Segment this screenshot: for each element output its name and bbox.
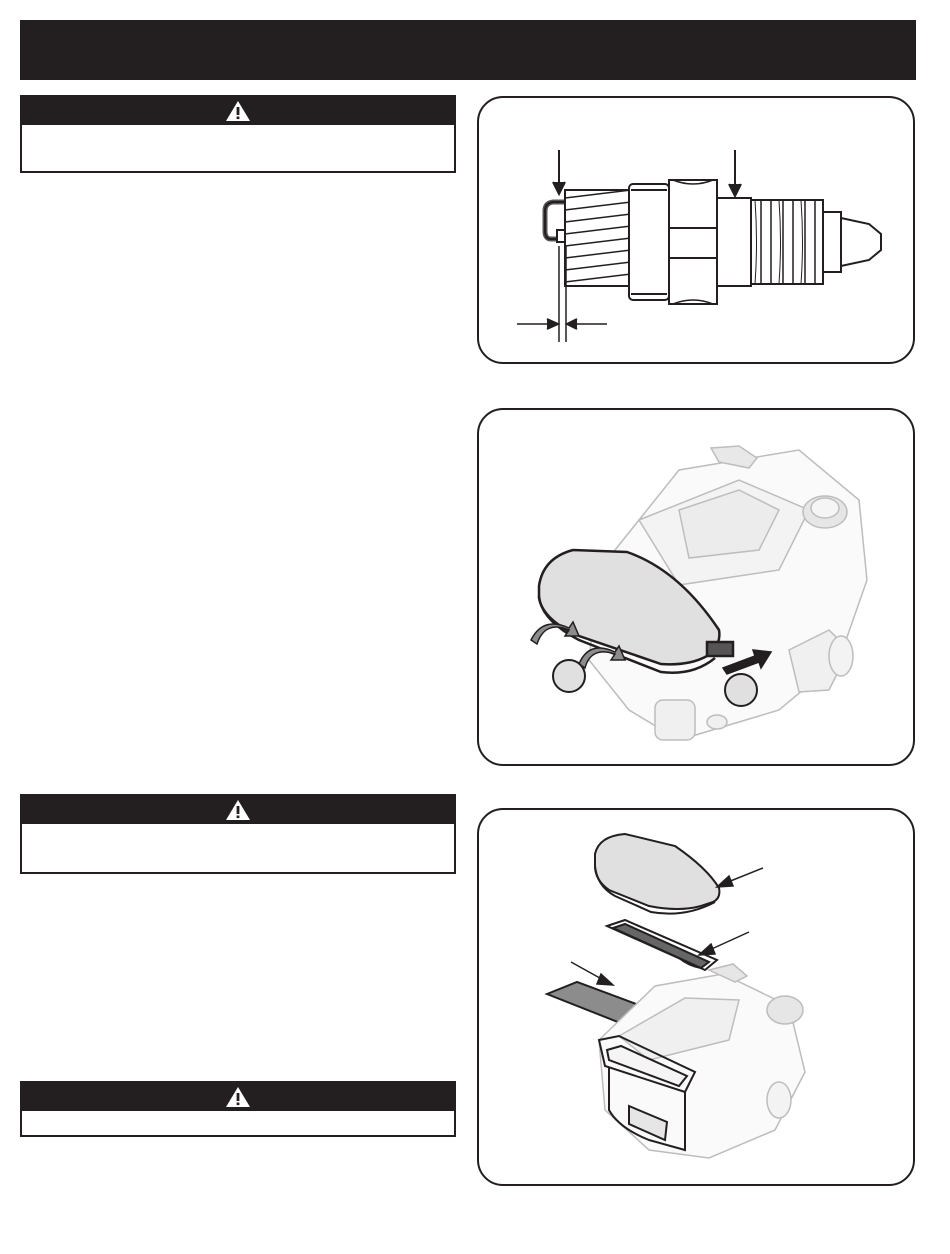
warning-triangle-icon [225,799,251,821]
warning-box-3 [20,1081,456,1137]
warning-box-1 [20,95,456,173]
warning-box-2 [20,794,456,874]
page-header-bar [20,20,916,80]
spark-plug-illustration [479,98,915,364]
figure-air-filter-exploded [477,808,915,1186]
figure-air-cover-removal [477,408,915,766]
figure-spark-plug [477,96,915,364]
warning-header [22,97,454,125]
engine-cover-illustration [479,410,915,766]
warning-triangle-icon [225,1086,251,1108]
warning-header [22,1083,454,1111]
air-filter-illustration [479,810,915,1186]
warning-header [22,796,454,824]
warning-triangle-icon [225,100,251,122]
